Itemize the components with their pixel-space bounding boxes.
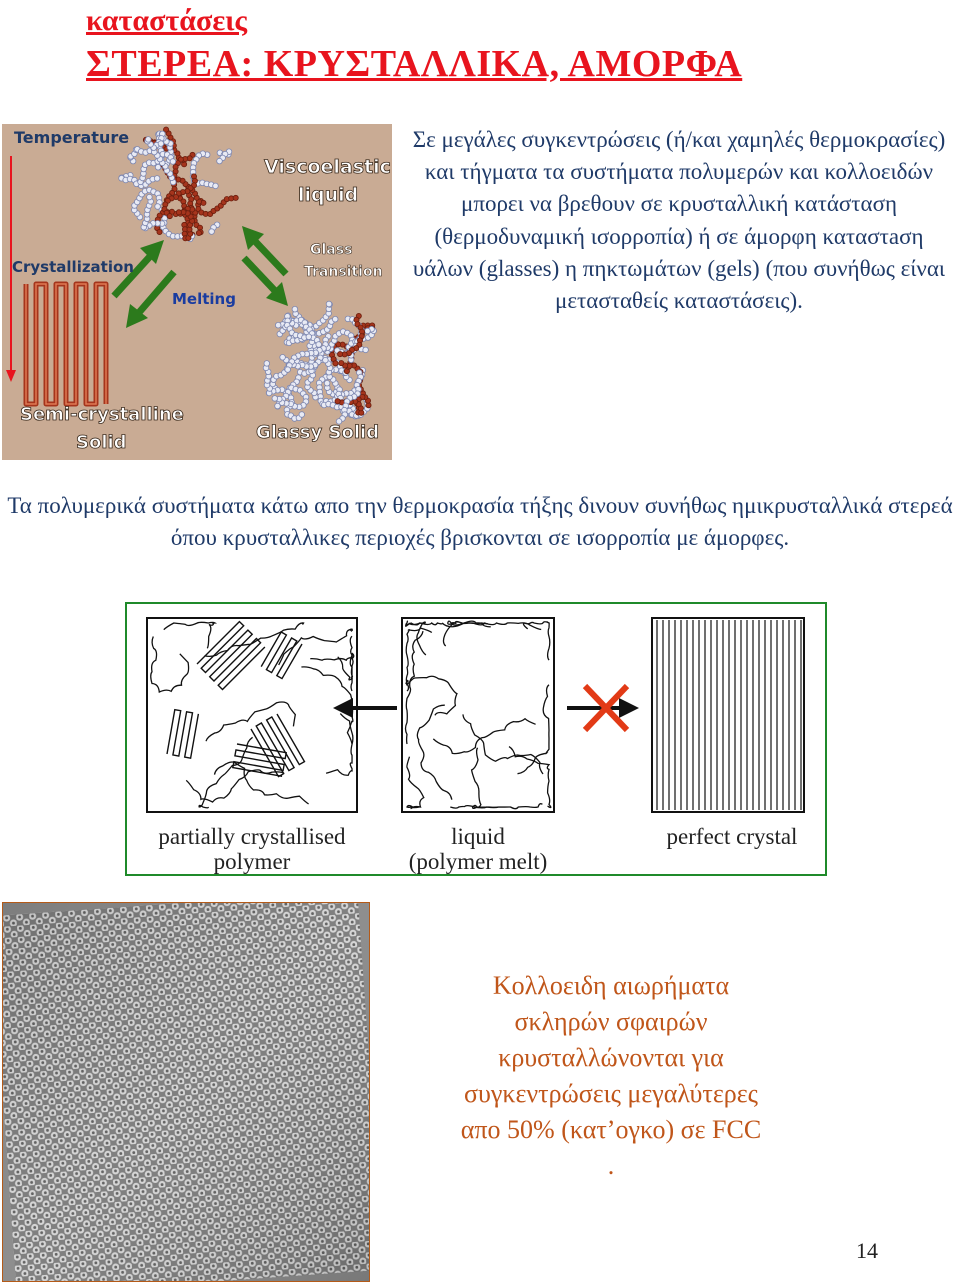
- glass-transition-arrows: [242, 226, 288, 306]
- caption-liquid-line1: liquid: [451, 824, 505, 849]
- polymer-phase-diagram: [2, 124, 392, 460]
- semicrystalline-paragraph: Τα πολυμερικά συστήματα κάτω απο την θερμοκρασία τήξης δινουν συνήθως ημικρυσταλλικά στερεά όπου κρυσταλλικες περιοχές βρισκονται σε ισορροπία με άμορφες.: [7, 493, 953, 550]
- glassy-solid-chains: [263, 301, 376, 424]
- caption-liquid-line2: (polymer melt): [408, 849, 548, 874]
- viscoelastic-label-2: liquid: [298, 184, 359, 206]
- colloid-line-6: .: [607, 1151, 615, 1180]
- crystallization-label: Crystallization: [12, 258, 134, 276]
- slide-title-line1: καταστάσεις: [86, 4, 248, 37]
- crystallization-melting-arrows: [114, 240, 174, 328]
- polymer-structures-figure: [125, 602, 827, 876]
- viscoelastic-liquid-chains: [119, 127, 239, 242]
- colloid-line-5: απο 50% (κατ’ογκο) σε FCC: [460, 1115, 762, 1144]
- slide-title-line2: ΣΤΕΡΕΑ: ΚΡΥΣΤΑΛΛΙΚΑ, ΑΜΟΡΦΑ: [86, 43, 743, 85]
- melting-label: Melting: [172, 290, 236, 308]
- caption-liquid: [383, 824, 573, 874]
- micrograph-graphic: [3, 903, 370, 1282]
- glassy-solid-label: Glassy Solid: [256, 422, 380, 443]
- intro-paragraph: Σε μεγάλες συγκεντρώσεις (ή/και χαμηλές θερμοκρασίες) και τήγματα τα συστήματα πολυμερών και κολλοειδών μπορει να βρεθουν σε κρυσταλλική κατάσταση (θερμοδυναμική ισορροπία) ή σε άμορφη καταστaση υάλων (glasses) η πηκτωμάτων (gels) (που συνήθως είναι μετασταθείς καταστάσεις).: [412, 127, 946, 314]
- semi-crystalline-label-1: Semi-crystalline: [20, 404, 184, 425]
- semi-crystalline-label-2: Solid: [76, 432, 127, 453]
- glass-transition-label-2: Transition: [304, 264, 383, 280]
- caption-partial-line2: polymer: [213, 849, 291, 874]
- glass-transition-label-1: Glass: [310, 242, 353, 258]
- colloid-paragraph: [422, 968, 800, 1184]
- caption-perfect-crystal: perfect crystal: [666, 824, 798, 849]
- colloid-line-1: Κολλοειδη αιωρήματα: [492, 971, 730, 1000]
- crossed-arrow-icon: [567, 686, 639, 730]
- structures-graphic: [127, 604, 825, 820]
- temperature-axis-arrowhead: [6, 370, 16, 382]
- page-number: 14: [856, 1238, 878, 1263]
- colloid-line-3: κρυσταλλώνονται για: [498, 1043, 724, 1072]
- colloidal-crystal-micrograph: [2, 902, 370, 1282]
- caption-partially-crystallised: [127, 824, 377, 874]
- viscoelastic-label-1: Viscoelastic: [264, 156, 391, 178]
- caption-partial-line1: partially crystallised: [158, 824, 346, 849]
- temperature-label: Temperature: [14, 128, 130, 147]
- colloid-line-2: σκληρών σφαιρών: [514, 1007, 708, 1036]
- liquid-panel: [402, 618, 554, 812]
- colloid-line-4: συγκεντρώσεις μεγαλύτερες: [464, 1079, 758, 1108]
